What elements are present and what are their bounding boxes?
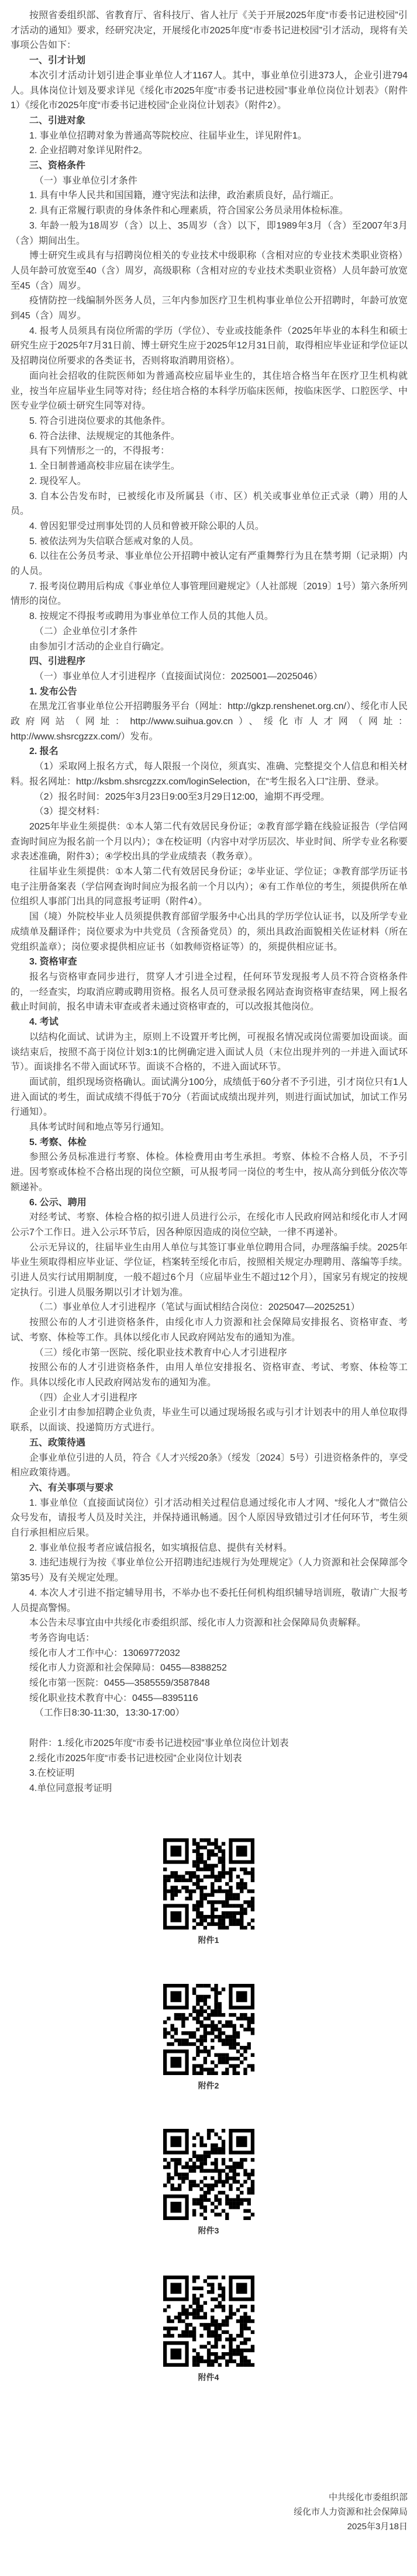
paragraph: 附件：1.绥化市2025年度“市委书记进校园”事业单位岗位计划表 <box>29 1738 289 1748</box>
paragraph: 6. 以往在公务员考录、事业单位公开招聘中被认定有严重舞弊行为且在禁考期（记录期）内的人员。 <box>11 551 408 577</box>
section-heading: 3. 资格审查 <box>29 957 77 967</box>
qr-label: 附件3 <box>198 2226 219 2235</box>
paragraph: 按照公布的人才引进资格条件，由绥化市人力资源和社会保障局安排报名、资格审查、考试、考察、体检等工作。具体以绥化市人民政府网站发布的通知为准。 <box>11 1318 408 1343</box>
paragraph: 面向社会招收的住院医师如为普通高校应届毕业生的，其住培合格当年在医疗卫生机构就业，按当年应届毕业生同等对待；经住培合格的本科学历临床医师，按临床医学、口腔医学、中医专业学位硕士研究生同等对待。 <box>11 371 408 412</box>
qr-code-image <box>163 1984 255 2075</box>
paragraph: 公示无异议的，往届毕业生由用人单位与其签订事业单位聘用合同，办理落编手续。2025年毕业生须取得相应毕业证、学位证，档案转至绥化市后，按照相关规定办理聘用、落编等手续。引进人员实行试用期制度，一般不超过6个月（应届毕业生不超过12个月），国家另有规定的按规定执行。引进人员服务期以引才计划为准。 <box>11 1242 408 1298</box>
subsection-text: （一）事业单位引才条件 <box>34 175 137 186</box>
issuer-organization: 中共绥化市委组织部 <box>328 2492 408 2502</box>
subsection-text: （一）事业单位人才引进程序（直接面试岗位：2025001—2025046） <box>34 671 323 682</box>
paragraph: 7. 报考岗位聘用后构成《事业单位人事管理回避规定》（人社部规〔2019〕1号）第六条所列情形的岗位。 <box>11 581 408 607</box>
paragraph: 2. 具有正常履行职责的身体条件和心理素质，符合国家公务员录用体检标准。 <box>29 206 349 216</box>
section-heading: 一、引才计划 <box>29 56 86 66</box>
paragraph: 1. 事业单位（直接面试岗位）引才活动相关过程信息通过绥化市人才网、“绥化人才”微信公众号发布，请报考人员及时关注，并保持通讯畅通。因个人原因导致错过引才任何环节，考生须自行承担相应后果。 <box>11 1498 408 1538</box>
subsection-text: （二）事业单位人才引进程序（笔试与面试相结合岗位：2025047—2025251） <box>34 1302 360 1313</box>
section-heading: 4. 考试 <box>29 1017 58 1028</box>
qr-code-image <box>163 2276 255 2367</box>
paragraph: 绥化市人力资源和社会保障局：0455—8388252 <box>29 1663 227 1673</box>
paragraph: 3. 违纪违规行为按《事业单位公开招聘违纪违规行为处理规定》（人力资源和社会保障部令第35号）及有关规定处理。 <box>11 1558 408 1583</box>
paragraph: 4. 本次人才引进不指定辅导用书，不举办也不委托任何机构组织辅导培训班，敬请广大报考人员提高警惕。 <box>11 1588 408 1613</box>
section-heading: 5. 考察、体检 <box>29 1137 87 1147</box>
paragraph: 2.绥化市2025年度“市委书记进校园”企业岗位计划表 <box>29 1753 242 1764</box>
qr-label: 附件4 <box>198 2373 219 2382</box>
paragraph: 1. 具有中华人民共和国国籍，遵守宪法和法律，政治素质良好，品行端正。 <box>29 191 339 201</box>
paragraph: 具有下列情形之一的，不得报考： <box>29 446 170 457</box>
paragraph: 4.单位同意报考证明 <box>29 1783 112 1793</box>
paragraph: 面试前，组织现场资格确认。面试满分100分，成绩低于60分者不予引进，引才岗位只有1人进入面试的考生，面试成绩不得低于70分（若面试成绩出现并列，则进行面试加试，加试工作另行通知）。 <box>11 1077 408 1118</box>
subsection-text: （工作日8:30-11:30，13:30-17:00） <box>34 1708 185 1719</box>
paragraph: 本次引才活动计划引进企事业单位人才1167人。其中，事业单位引进373人，企业引进794人。具体岗位计划及要求详见《绥化市2025年度“市委书记进校园”事业单位岗位计划表》（附件1）《绥化市2025年度“市委书记进校园”企业岗位计划表》（附件2）。 <box>11 70 408 111</box>
qr-attachment-1[interactable] <box>0 1838 417 1955</box>
paragraph: 按照省委组织部、省教育厅、省科技厅、省人社厅《关于开展2025年度“市委书记进校园”引才活动的通知》要求，经研究决定，开展绥化市2025年度“市委书记进校园”引才活动，现将有关事项公告如下： <box>11 11 408 51</box>
qr-attachment-4[interactable] <box>0 2276 417 2392</box>
paragraph: 企业引才由参加招聘企业负责，毕业生可以通过现场报名或与引才计划表中的用人单位取得联系，以面谈、投递简历方式进行。 <box>11 1408 408 1433</box>
section-heading: 六、有关事项与要求 <box>29 1482 114 1493</box>
section-heading: 6. 公示、聘用 <box>29 1197 87 1208</box>
paragraph: 绥化职业技术教育中心：0455—8395116 <box>29 1693 198 1703</box>
paragraph: 具体考试时间和地点等另行通知。 <box>29 1122 170 1133</box>
paragraph: 对经考试、考察、体检合格的拟引进人员进行公示，在绥化市人民政府网站和绥化市人才网公示7个工作日。进入公示环节后，因各种原因造成的岗位空缺，一律不再递补。 <box>11 1212 408 1237</box>
paragraph: 5. 被依法列为失信联合惩戒对象的人员。 <box>29 536 199 547</box>
paragraph: 3. 自本公告发布时，已被绥化市及所属县（市、区）机关或事业单位正式录（聘）用的人员。 <box>11 491 408 517</box>
paragraph: 2. 事业单位报考者应诚信报名，如实填报信息、提供有关材料。 <box>29 1543 292 1553</box>
subsection-text: （四）企业人才引进程序 <box>34 1392 137 1403</box>
section-heading: 2. 报名 <box>29 746 58 757</box>
subsection-text: （三）绥化市第一医院、绥化职业技术教育中心人才引进程序 <box>34 1347 287 1358</box>
paragraph: 本公告未尽事宜由中共绥化市委组织部、绥化市人力资源和社会保障局负责解释。 <box>29 1618 367 1628</box>
announcement-body <box>11 8 408 1796</box>
paragraph: 绥化市人才工作中心：13069772032 <box>29 1648 180 1658</box>
paragraph: 4. 曾因犯罪受过刑事处罚的人员和曾被开除公职的人员。 <box>29 521 264 531</box>
paragraph: 企事业单位引进的人员，符合《人才兴绥20条》（绥发〔2024〕5号）引进资格条件的，享受相应政策待遇。 <box>11 1453 408 1478</box>
paragraph: 8. 按规定不得报考或聘用为事业单位工作人员的其他人员。 <box>29 611 274 622</box>
paragraph: 考务咨询电话： <box>29 1633 95 1643</box>
qr-attachment-3[interactable] <box>0 2129 417 2246</box>
paragraph: 按照公布的人才引进资格条件，由用人单位安排报名、资格审查、考试、考察、体检等工作。具体以绥化市人民政府网站发布的通知为准。 <box>11 1363 408 1388</box>
paragraph: 2. 现役军人。 <box>29 476 87 486</box>
paragraph: 报名与资格审查同步进行，贯穿人才引进全过程，任何环节发现报考人员不符合资格条件的，一经查实，均取消应聘或聘用资格。报名人员可登录报名网站查询资格审查结果，网上报名截止时间前，报名申请未审查或者未通过资格审查的，可以改报其他岗位。 <box>11 972 408 1012</box>
issue-date: 2025年3月18日 <box>347 2522 408 2532</box>
paragraph: 国（境）外院校毕业人员须提供教育部留学服务中心出具的学历学位认证书，以及所学专业成绩单及翻译件；岗位要求为中共党员（含预备党员）的，须出具政治面貌相关佐证材料（所在党组织盖章）；岗位要求提供相应证书（如教师资格证等）的，须提供相应证书。 <box>11 912 408 952</box>
paragraph: 参照公务员标准进行考察、体检。体检费用由考生承担。考察、体检不合格人员，不予引进。因考察或体检不合格出现的岗位空额，可从报考同一岗位的考生中，按从高分到低分依次等额递补。 <box>11 1152 408 1192</box>
section-heading: 五、政策待遇 <box>29 1437 86 1448</box>
issuer-organization: 绥化市人力资源和社会保障局 <box>293 2507 408 2517</box>
paragraph: 疫情防控一线编制外医务人员，三年内参加医疗卫生机构事业单位公开招聘时，年龄可放宽到45（含）周岁。 <box>11 296 408 321</box>
section-heading: 四、引进程序 <box>29 656 86 667</box>
paragraph: 绥化市第一医院：0455—3585559/3587848 <box>29 1678 210 1689</box>
paragraph: 3.在校证明 <box>29 1768 75 1779</box>
subsection-text: （3）提交材料： <box>34 807 105 817</box>
paragraph: 2. 企业招聘对象详见附件2。 <box>29 146 148 156</box>
paragraph: 3. 年龄一般为18周岁（含）以上、35周岁（含）以下，即1989年3月（含）至2007年3月（含）期间出生。 <box>11 220 408 246</box>
paragraph: 1. 事业单位招聘对象为普通高等院校应、往届毕业生，详见附件1。 <box>29 130 307 141</box>
paragraph: 1. 全日制普通高校非应届在读学生。 <box>29 461 180 472</box>
paragraph: 6. 符合法律、法规规定的其他条件。 <box>29 431 180 441</box>
paragraph: 2025年毕业生须提供：①本人第二代有效居民身份证；②教育部学籍在线验证报告（学信网查询时间应为报名前一个月以内）；③在校证明（内容中对学历层次、毕业时间、所学专业名称要求表述准确，附件3）；④学校出具的学业成绩表（教务章）。 <box>11 821 408 862</box>
qr-code-image <box>163 2129 255 2220</box>
section-heading: 二、引进对象 <box>29 115 86 126</box>
section-heading: 1. 发布公告 <box>29 686 77 697</box>
paragraph: 在黑龙江省事业单位公开招聘服务平台（网址：http://gkzp.renshenet.org.cn/）、绥化市人民政府网站（网址：http://www.suihua.gov.cn）、绥化市人才网（网址：http://www.shsrcgzzx.com/）发布。 <box>11 701 408 742</box>
subsection-text: （二）企业单位引才条件 <box>34 626 137 637</box>
qr-code-image <box>163 1838 255 1930</box>
paragraph: 5. 符合引进岗位要求的其他条件。 <box>29 416 171 426</box>
paragraph: 由参加引才活动的企业自行确定。 <box>29 641 170 652</box>
spacer <box>11 1721 408 1736</box>
section-heading: 三、资格条件 <box>29 161 86 171</box>
signature-block <box>294 2490 408 2534</box>
paragraph: 4. 报考人员须具有岗位所需的学历（学位）、专业或技能条件（2025年毕业的本科生和硕士研究生应于2025年7月31日前、博士研究生应于2025年12月31日前，取得相应毕业证和学位证以及招聘岗位所要求的各类证书，否则将取消聘用资格）。 <box>11 326 408 366</box>
subsection-text: （1）采取网上报名方式，每人限报一个岗位，须真实、准确、完整提交个人信息和相关材料。报名网址：http://ksbm.shsrcgzzx.com/loginSelection，在“考生报名入口”注册、登录。 <box>11 762 408 787</box>
paragraph: 以结构化面试、试讲为主，原则上不设置开考比例，可视报名情况或岗位需要加设面谈。面谈结束后，按照不高于岗位计划3:1的比例确定进入面试人员（末位出现并列的一并进入面试环节）。面谈排名不带入面试环节。面谈不合格的，不进入面试环节。 <box>11 1032 408 1073</box>
qr-label: 附件1 <box>198 1935 219 1945</box>
qr-label: 附件2 <box>198 2081 219 2090</box>
qr-attachment-2[interactable] <box>0 1984 417 2101</box>
paragraph: 往届毕业生须提供：①本人第二代有效居民身份证；②毕业证、学位证；③教育部学历证书电子注册备案表（学信网查询时间应为报名前一个月以内）；④有工作单位的考生，须提供所在单位组织人事部门出具的同意报考证明（附件4）。 <box>11 867 408 907</box>
subsection-text: （2）报名时间：2025年3月23日9:00至3月29日12:00，逾期不再受理。 <box>34 791 330 802</box>
paragraph: 博士研究生或具有与招聘岗位相关的专业技术中级职称（含相对应的专业技术类职业资格）人员年龄可放宽至40（含）周岁，高级职称（含相对应的专业技术类职业资格）人员年龄可放宽至45（含）周岁。 <box>11 251 408 291</box>
